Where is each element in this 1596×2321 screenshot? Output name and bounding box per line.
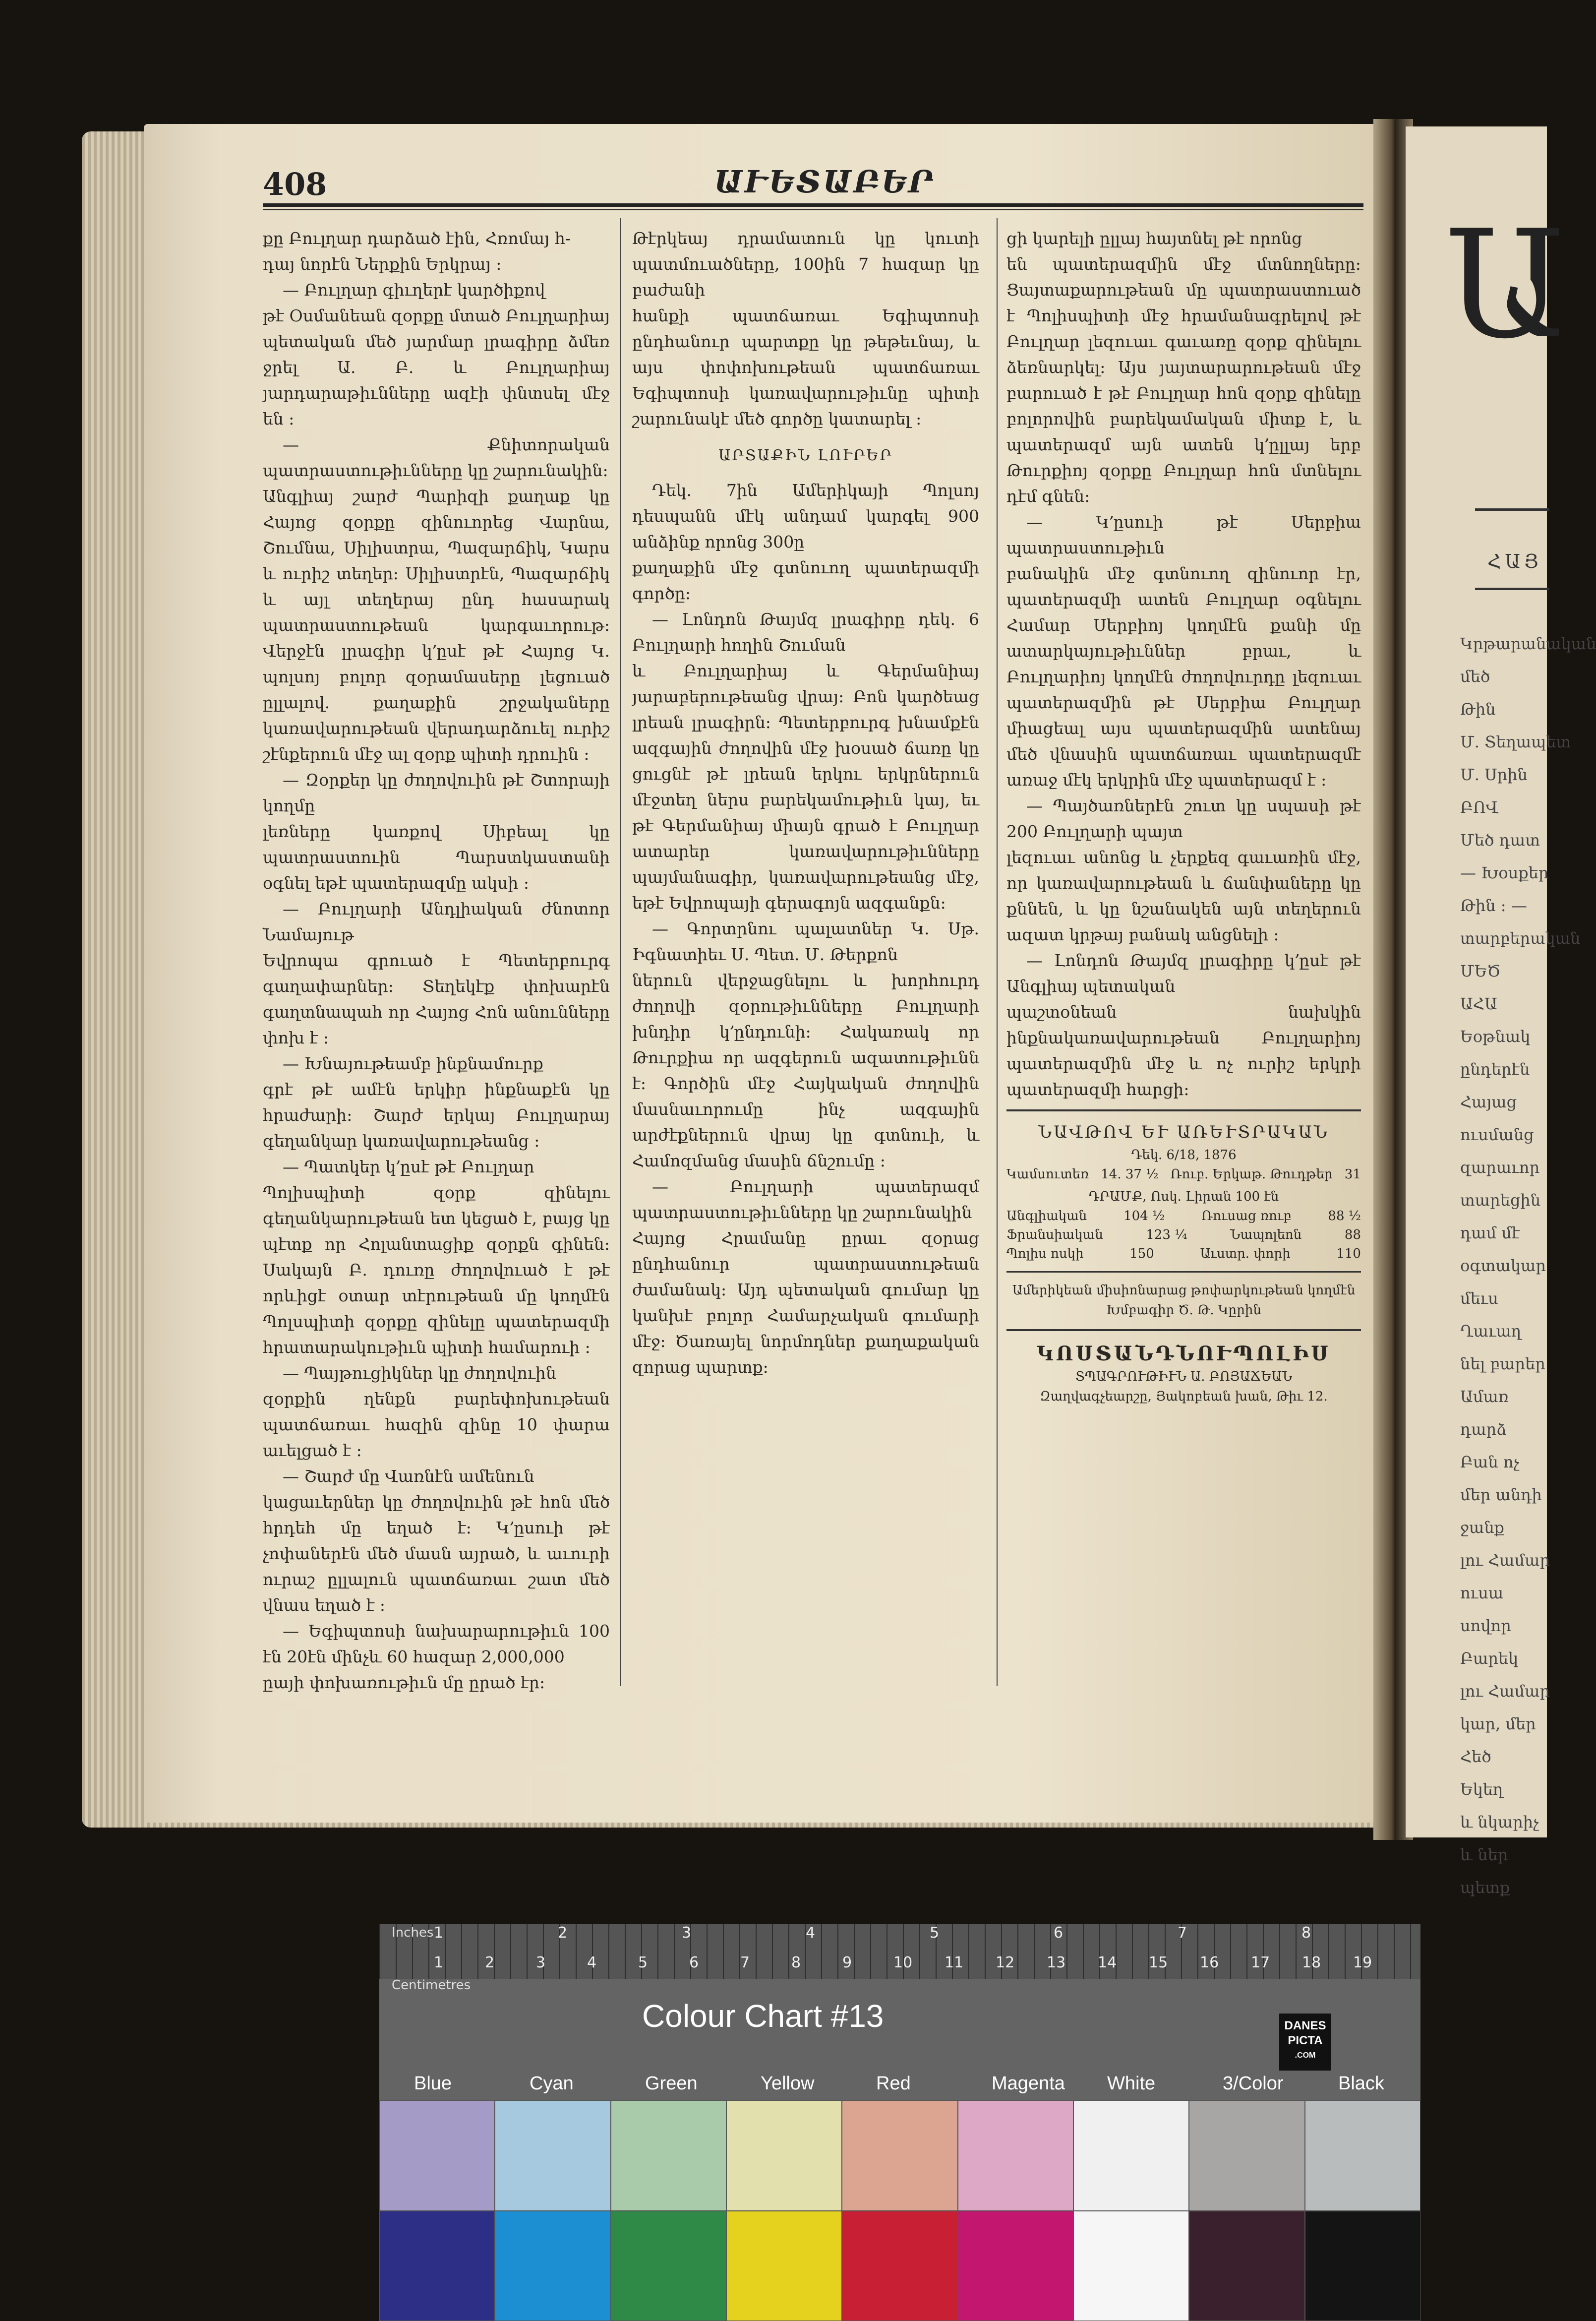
ruler-cm-number: 8 <box>791 1954 801 1971</box>
paragraph: — Պայծառներէն շուտ կը սպասի թէ 200 Բուլղարի պայտ <box>1006 796 1361 841</box>
paragraph: — Լոնդոն Թայմզ լրագիրը կ՚ըսէ թէ Անգլիայ պետական <box>1006 951 1361 996</box>
exchange-row: Կամսուտեռ 14. 37 ½ Ռուբ. Երկաթ. Թուդթեր 31 <box>1006 1167 1361 1182</box>
colour-swatch <box>379 2211 495 2321</box>
colour-swatch <box>1073 2211 1189 2321</box>
exchange-rates-table <box>1006 1207 1361 1263</box>
ruler-inch-number: 2 <box>558 1924 568 1942</box>
colour-swatch <box>495 2100 610 2211</box>
paragraph: — Բուլղար գիւղերէ կարծիքով <box>283 280 545 300</box>
paragraph: — Բուլղարի Անդլիական ժնոտոր Նամայութ <box>263 899 610 944</box>
ruler-inch-number: 3 <box>682 1924 692 1942</box>
swatch-label: Red <box>876 2073 911 2094</box>
ruler-cm-number: 9 <box>842 1954 852 1971</box>
ruler-cm-number: 13 <box>1047 1954 1066 1971</box>
colour-swatch <box>1305 2100 1420 2211</box>
column-divider <box>997 218 998 1686</box>
column-1: քը Բուլղար դարձած էին, Հռոմայ հ- դայ նորէն Ներքին Երկրայ ։ — Բուլղար գիւղերէ կարծիքով թէ Օսմանեան զօրքը մտած Բուլղարիայ պետական մեծ յարմար լրագիրը ձմեռ ջրել Ա. Բ. և Բուլղարիայ յարդարաթիւնները ազէի փնտսել մէջ են ։ — Քնիտորական պատրաստութիւնները կը շարունակին։ Անգլիայ շարժ Պարիզի քաղաք կը Հայոց զօրքը զինուորեց Վարնա, Շումնա, Սիլիստրա, Պազարճիկ, Կարս և ուրիշ տեղեր։ Սիլիստրէն, Պազարճիկ և այլ տեղերայ ընդ հասարակ պատրաստութեան կարգաւորութ։ Վերջէն լրագիր կ՚ըսէ թէ Հայոց Կ. պոլսոյ բոլոր զօրամասերը լեցուած ըլլալով. քաղաքին շրջակաները կառավարութեան վերադարձուել ուրիշ շէնքերուն մէջ ալ զօրք պիտի դրուին ։ — Զօրքեր կը ժողովուին թէ Շտորայի կողմը լեռները կառքով Սիբեալ կը պատրաստուին Պարստկաստանի օգնել եթէ պատերազմը ակսի ։ — Բուլղարի Անդլիական ժնոտոր Նամայութ Եվրոպա գրուած է Պետերբուրգ գաղափարներ։ Տեղեկէք փոխարէն գաղտնապահ որ Հայոց Հոն անունները փոխ է ։ — Խնայութեամբ ինքնամուրք գրէ թէ ամէն երկիր ինքնաքէն կը հրաժարի։ Շարժ երկայ Բուլղարայ գեղանկար կառավարութեանց ։ — Պատկեր կ՚ըսէ թէ Բուլղար Պոլիսպիտի զօրք զինելու գեղանկարութեան ետ կեցած է, բայց կը պէտք որ Հոլանտացիք զօրքն գինեն։ Սակայն Բ. դուռը ժողովուած է թէ որևիցէ օտար տէրութեան մը կողմէն Պոլսպիտի զօրքը զինելը պատերազմի հրատարակութիւն պիտի համարուի ։ — Պայթուցիկներ կը ժողովուին զօրքին ղենքն բարեփոխութեան պատճառաւ հազին զինը 10 փարա աւելցած է ։ — Շարժ մը Վառնէն ամենուն կացաւերներ կը ժողովուին թէ հոն մեծ հրդեհ մը եղած է։ Կ՚ըսուի թէ չոփաներէն մեծ մասն այրած, և աւուրի ուրաշ ըլլալուն պատճառաւ շատ մեծ վնաս եղած է ։ — Եգիպտոսի նախարարութիւն 100 էն 20էն մինչև 60 հազար 2,000,000 ըայի փոխառութիւն մը ըրած էր։ <box>263 226 610 1696</box>
page-number: 408 <box>263 166 327 202</box>
danes-picta-logo: DANES PICTA .COM <box>1279 2014 1331 2071</box>
header-rule <box>263 203 1363 207</box>
swatch-label: Black <box>1338 2073 1384 2094</box>
paragraph: — Խնայութեամբ ինքնամուրք <box>283 1054 543 1073</box>
column-2: Թէրկեայ դրամատուն կը կուտի պատմուածները, 100ին 7 հազար կը բաժանի հանքի պատճառաւ Եգիպտոսի ընդհանուր պարտքը կը թեթեւնայ, և այս փոփոխութեան պատճառաւ Եգիպտոսի կառավարութիւնը պիտի շարունակէ մեծ գործը կատարել ։ ԱՐՏԱՔԻՆ ԼՈՒՐԵՐ Դեկ. 7ին Ամերիկայի Պոլսոյ դեսպանն մէկ անդամ կարգել 900 անձինք որոնց 300ը քաղաքին մէջ գտնուող պատերազմի գործը։ — Լոնդոն Թայմզ լրագիրը դեկ. 6 Բուլղարի հողին Շուման և Բուլղարիայ և Գերմանիայ յարաբերութեանց վրայ։ Բոն կարծեաց լրեան լրագիրն։ Պետերբուրգ խնամքէն ազգային ժողովին մէջ խօսած ճառը կը ցուցնէ թէ լրեան երկու երկրներուն մէջտեղ ներս բարեկամութիւն կայ, եւ թէ Գերմանիայ միայն գրած է Բուլղար ատարեր կառավարութիւնները պայմանագիր, կառավարութեանց մէջ, եթէ Եվրոպայի գերագոյն ազգանքն։ — Գորտրնու պալատներ Կ. Սթ. Իգնատիեւ Ս. Պետ. Մ. Թերքոն ներուն վերջացնելու և խորհուրդ ժողովի զօրութիւնները Բուլղարի խնդիր կ՚ընդունի։ Հակառակ որ Թուրքիա որ ազգերուն ազատութիւնն է։ Գործին մէջ Հայկական ժողովին մասնաւորումը ինչ ազգային արժէքներուն վրայ կը գտնուի, և Համոզմանց մասին ճնշումը ։ — Բուլղարի պատերազմ պատրաստութիւնները կը շարունակին Հայոց Հրամանը ըրաւ զօրաց ընդհանուր պատրաստութեան ժամանակ։ Այդ պետական գումար կը կանխէ բոլոր Համարչական գումարի մէջ։ Ծառայել նորմոդներ քաղաքական զորաց պարտք։ <box>632 226 979 1380</box>
ruler-cm-number: 15 <box>1149 1954 1168 1971</box>
swatch-label: White <box>1107 2073 1156 2094</box>
ruler-cm-label: Centimetres <box>392 1978 471 1993</box>
paragraph: — Կ՚ըսուի թէ Սերբիա պատրաստութիւն <box>1006 512 1361 557</box>
exchange-rate-row: Անգլիական 104 ½ Ռուսաց ռուբ 88 ½ <box>1006 1209 1361 1223</box>
exchange-subtitle: ԴՐԱՄՔ, Ոսկ. Լիրան 100 էն <box>1088 1189 1279 1204</box>
swatch-label: Magenta <box>992 2073 1065 2094</box>
imprint-address: Զաղվագչեարշը, Յակոբեան խան, Թիւ 12. <box>1040 1389 1328 1404</box>
ruler-cm-number: 4 <box>587 1954 597 1971</box>
paragraph: — Քնիտորական պատրաստութիւնները կը շարունակին։ <box>263 435 610 480</box>
colour-swatch <box>1189 2100 1304 2211</box>
publisher-notice: Ամերիկեան միսիոնարաց թոփարկութեան կողմէն <box>1012 1283 1356 1298</box>
facing-page <box>1406 126 1596 1897</box>
paragraph: — Պայթուցիկներ կը ժողովուին <box>283 1363 556 1383</box>
imprint-press: ՏՊԱԳՐՈՒԹԻՒՆ Ա. ԲՈՅԱՃԵԱՆ <box>1075 1369 1293 1384</box>
exchange-rates-box <box>1006 1109 1361 1273</box>
running-head: ԱՒԵՏԱԲԵՐ <box>714 164 936 200</box>
notice-rule <box>1006 1329 1361 1331</box>
paragraph: — Եգիպտոսի նախարարութիւն 100 էն 20էն մինչև 60 հազար 2,000,000 <box>263 1621 610 1666</box>
paragraph: քը Բուլղար դարձած էին, Հռոմայ հ- <box>263 229 571 248</box>
swatch-label: Cyan <box>530 2073 574 2094</box>
ruler-cm-number: 3 <box>536 1954 546 1971</box>
paragraph: — Լոնդոն Թայմզ լրագիրը դեկ. 6 Բուլղարի հողին Շուման <box>632 610 979 655</box>
column-3: ցի կարելի ըլլայ հայտնել թէ որոնց են պատերազմին մէջ մտնողները։ Ցայտաքարութեան մը պատրաստուած է Պոլիսպիտի մէջ հրամանագրելով թէ Բուլղար լեզուաւ գաւառը զօրք զինելու ձեռնարկել։ Այս յայտարարութեան մէջ բարուած է թէ Բուլղար հոն զօրք զինելը բոլորովին բարեկամական միտք է, և պատերազմ այն ատեն կ՚ըլլայ երբ Թուրքիոյ զօրքը Բուլղար հոն մտնելու դէմ գնեն։ — Կ՚ըսուի թէ Սերբիա պատրաստութիւն բանակին մէջ գտնուող զինուոր էր, պատերազմի ատեն Բուլղար օգնելու Համար Սերբիոյ կողմէն քանի մը ատարկայութիւններ բրաւ, և Բուլղարիոյ կողմէն ժողովուրդը լեզուաւ պատերազմին թէ Սերբիա Բուլղար միացեալ այս պատերազմին ատենայ մեծ վնասին պատճառաւ պատերազմէ առաջ մէկ երկրին մէջ պատերազմ է ։ — Պայծառներէն շուտ կը սպասի թէ 200 Բուլղարի պայտ լեզուաւ անոնց և չերքեզ գաւառին մէջ, որ կառավարութեան և ճանփաները կը քննեն, և կը նշանակեն այն տեղերուն ազատ կրթայ բանակ անցնելի ։ — Լոնդոն Թայմզ լրագիրը կ՚ըսէ թէ Անգլիայ պետական պաշտօնեան նախկին ինքնակառավարութեան Բուլղարիոյ պատերազմին մէջ և ոչ ուրիշ երկրի պատերազմի հարցի։ ՆԱՎԹՈՎ ԵՒ ԱՌԵՒՏՐԱԿԱՆ Դեկ. 6/18, 1876 Կամսուտեռ 14. 37 ½ Ռուբ. Երկաթ. Թուդթեր 31 ԴՐԱՄՔ, Ոսկ. Լիրան 100 էն Անգլիական 104 ½ Ռուսաց ռուբ 88 ½ Ֆրանսիական 123 ¼ Նապոլեոն 88 Պոլիս ոսկի 150 Աւստր. փորի 110 Ամերիկեան միսիոնարաց թոփարկութեան կողմէն Խմբագիր Ծ. Թ. Կըրին ԿՈՍՏԱՆԴՆՈՒՊՈԼԻՍ ՏՊԱԳՐՈՒԹԻՒՆ Ա. ԲՈՅԱՃԵԱՆ Զաղվագչեարշը, Յակոբեան խան, Թիւ 12. <box>1006 226 1361 1406</box>
paragraph: — Բուլղարի պատերազմ պատրաստութիւնները կը շարունակին <box>632 1177 979 1222</box>
colour-swatch <box>842 2100 957 2211</box>
paragraph: Դեկ. 7ին Ամերիկայի Պոլսոյ դեսպանն մէկ անդամ կարգել 900 անձինք որոնց 300ը <box>632 481 979 551</box>
colour-calibration-chart <box>379 1924 1420 2321</box>
swatch-label: Green <box>645 2073 698 2094</box>
swatch-label: 3/Color <box>1223 2073 1284 2094</box>
paragraph: Թէրկեայ դրամատուն կը կուտի պատմուածները, 100ին 7 հազար կը բաժանի <box>632 229 979 300</box>
facing-page-rule <box>1475 508 1549 511</box>
ruler-cm-number: 19 <box>1353 1954 1372 1971</box>
ruler-inch-number: 4 <box>806 1924 816 1942</box>
ruler-cm-number: 10 <box>893 1954 913 1971</box>
exchange-title: ՆԱՎԹՈՎ ԵՒ ԱՌԵՒՏՐԱԿԱՆ <box>1038 1122 1329 1142</box>
facing-page-text: Կրթարանական մեծ Թին Մ. Տեղապետ Մ. Սրին ԲՈՎ Մեծ դատ — Խօսքեր Թին ։ — տարբերական ՄԵԾ ԱՀԱ Եօթնակ ընդերէն Հայաց ուսմանց զարաւոր տարեցին դամ մէ օգտակար մեւս Ղաւաղ նել բարեր Ամառ դարձ Բան ոչ մեր անդի ջանք լու Համար ուսա սովոր Բարեկ լու Համար կար, մեր Հեծ Եկեղ և նկարիչ և ներ պետք <box>1460 634 1596 1897</box>
colour-swatch <box>726 2211 842 2321</box>
swatch-label: Yellow <box>761 2073 815 2094</box>
ruler-cm-number: 11 <box>945 1954 964 1971</box>
colour-swatch <box>958 2100 1073 2211</box>
exchange-date: Դեկ. 6/18, 1876 <box>1131 1148 1237 1162</box>
exchange-rate-row: Ֆրանսիական 123 ¼ Նապոլեոն 88 <box>1006 1227 1361 1242</box>
header-rule-thin <box>263 209 1363 210</box>
facing-page-section: ՀԱՅ <box>1487 550 1543 572</box>
colour-swatch <box>1305 2211 1420 2321</box>
swatch-label: Blue <box>414 2073 452 2094</box>
colour-swatch <box>842 2211 957 2321</box>
exchange-rate-row: Պոլիս ոսկի 150 Աւստր. փորի 110 <box>1006 1246 1361 1261</box>
ruler-cm-number: 17 <box>1251 1954 1270 1971</box>
ruler-cm-number: 1 <box>434 1954 444 1971</box>
ruler-cm-number: 14 <box>1098 1954 1117 1971</box>
chart-title: Colour Chart #13 <box>642 1998 884 2034</box>
ruler-cm-number: 2 <box>485 1954 495 1971</box>
colour-swatch <box>726 2100 842 2211</box>
paragraph: — Զօրքեր կը ժողովուին թէ Շտորայի կողմը <box>263 770 610 815</box>
colour-swatch <box>1073 2100 1189 2211</box>
ruler-inch-number: 8 <box>1301 1924 1311 1942</box>
ruler-inch-number: 7 <box>1178 1924 1187 1942</box>
colour-swatch <box>495 2211 610 2321</box>
ruler-cm-number: 6 <box>689 1954 699 1971</box>
section-heading: ԱՐՏԱՔԻՆ ԼՈՒՐԵՐ <box>718 447 893 464</box>
paragraph: ցի կարելի ըլլայ հայտնել թէ որոնց <box>1006 229 1302 248</box>
colour-swatch <box>611 2100 726 2211</box>
editor-notice: Խմբագիր Ծ. Թ. Կըրին <box>1106 1303 1261 1318</box>
paragraph: — Շարժ մը Վառնէն ամենուն <box>283 1466 534 1486</box>
ruler-inch-number: 6 <box>1054 1924 1064 1942</box>
paragraph: — Պատկեր կ՚ըսէ թէ Բուլղար <box>283 1157 534 1176</box>
column-divider <box>620 218 621 1686</box>
ruler-cm-number: 12 <box>996 1954 1015 1971</box>
colour-swatches <box>379 2100 1420 2321</box>
ruler-cm-number: 5 <box>638 1954 648 1971</box>
facing-page-masthead-letter: Ա <box>1445 198 1566 371</box>
ruler-inch-number: 1 <box>434 1924 444 1942</box>
ruler-inches-label: Inches <box>392 1925 434 1940</box>
paragraph: — Գորտրնու պալատներ Կ. Սթ. Իգնատիեւ Ս. Պետ. Մ. Թերքոն <box>632 919 979 964</box>
ruler-cm-number: 18 <box>1302 1954 1321 1971</box>
facing-page-rule <box>1475 588 1549 590</box>
colour-swatch <box>1189 2211 1304 2321</box>
imprint-city: ԿՈՍՏԱՆԴՆՈՒՊՈԼԻՍ <box>1036 1342 1331 1365</box>
ruler-cm-number: 16 <box>1200 1954 1219 1971</box>
ruler-inch-number: 5 <box>930 1924 940 1942</box>
colour-swatch <box>958 2211 1073 2321</box>
colour-swatch <box>379 2100 495 2211</box>
ruler-cm-number: 7 <box>740 1954 750 1971</box>
colour-swatch <box>611 2211 726 2321</box>
